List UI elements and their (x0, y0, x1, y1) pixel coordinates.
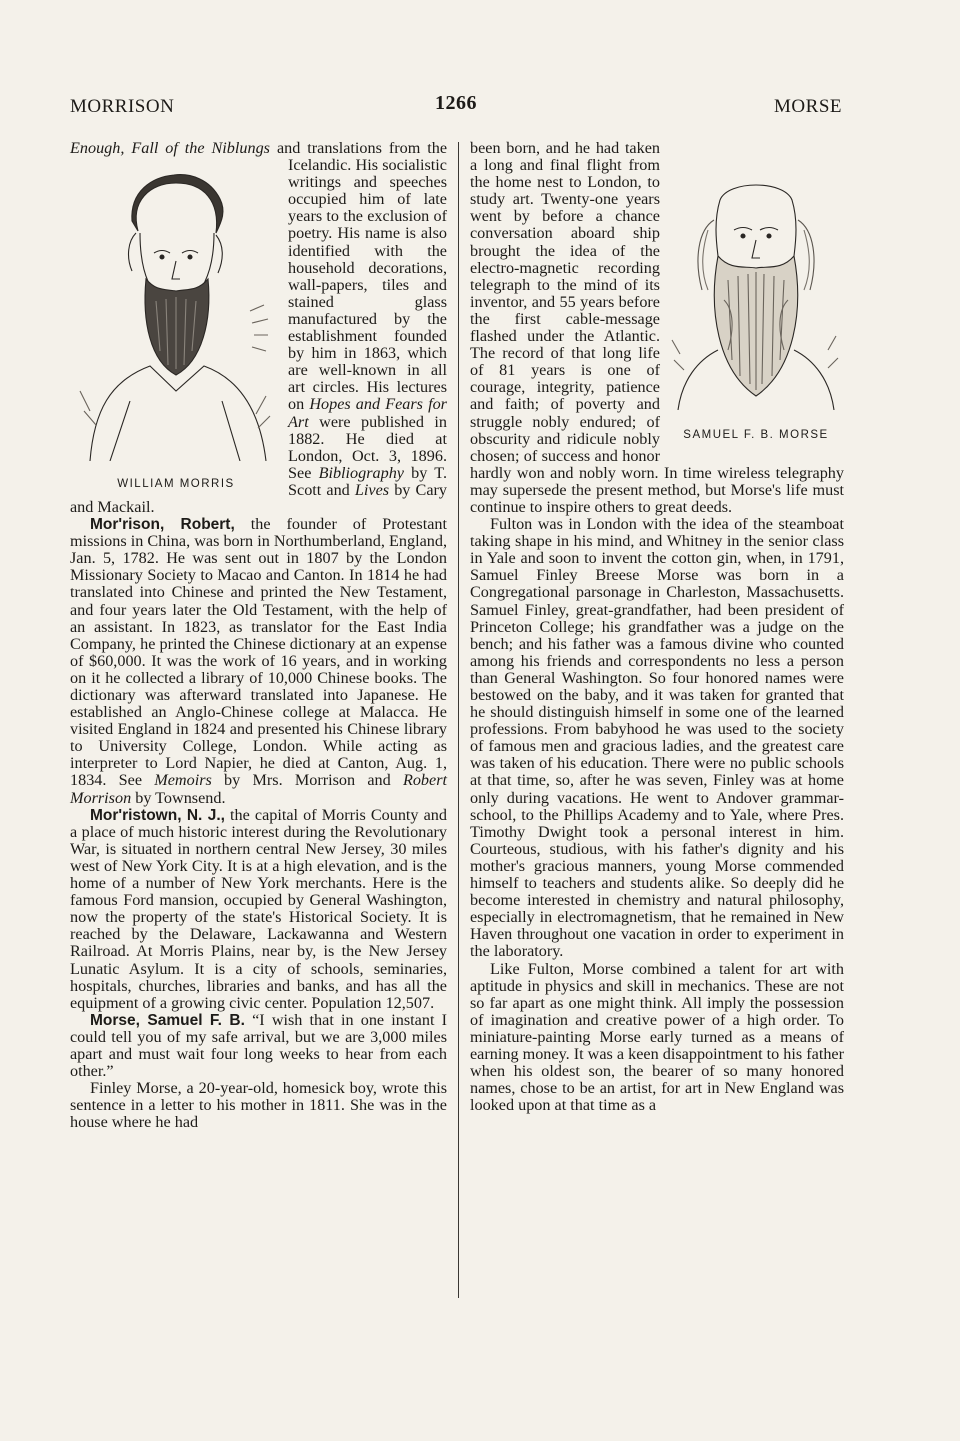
william-morris-caption: WILLIAM MORRIS (117, 478, 235, 490)
samuel-morse-figure (668, 160, 844, 444)
morris-bibliography-title: Bibliography (318, 463, 404, 482)
morrison-book-title: Robert Morrison (70, 771, 447, 807)
morrison-memoirs-title: Memoirs (154, 771, 212, 790)
william-morris-figure (70, 161, 282, 493)
morris-paragraph (70, 140, 447, 516)
morris-text-1: and translations from the Icelandic. His socialistic writings and speeches occupied him of late years to the exclusion of poetry. His name is also identified with the household decorations, wall-papers, tiles and stained glass manufactured by the establishment founded by him in 1863, which are well-known in all art circles. His lectures on (276, 139, 448, 414)
morrison-text-1: the founder of Protestant missions in China, was born in Northumberland, England, Jan. 5, 1782. He was sent out in 1807 by the London Missionary Society to Macao and Canton. In 1814 he had translated into Chinese and printed the New Testament, and four years later the Old Testament, with the help of an assistant. In 1823, as translator for the East India Company, he printed the Chinese dictionary at an expense of $60,000. It was the work of 16 years, and in working on it he collected a library of 10,000 Chinese books. The dictionary was afterward translated into Japanese. He established an Anglo-Chinese college at Malacca. He visited England in 1824 and presented his Chinese library to University College, London. While acting as interpreter to Lord Napier, he died at Canton, Aug. 1, 1834. See (70, 515, 447, 790)
morristown-headword: Mor'ristown, N. J., (90, 806, 225, 824)
william-morris-portrait-icon (70, 161, 282, 461)
morse-quote: “I wish that in one instant I could tell you of my safe arrival, but we are 3,000 miles apart and must wait four long weeks to hear from each other.” (70, 1010, 447, 1081)
morris-text-3: by T. Scott and (288, 463, 447, 499)
morrison-entry (70, 516, 447, 807)
morrison-text-2: by Mrs. Morrison and (211, 771, 403, 790)
samuel-morse-caption: SAMUEL F. B. MORSE (683, 428, 829, 441)
morse-headword: Morse, Samuel F. B. (90, 1011, 245, 1029)
morse-paragraph-3: Like Fulton, Morse combined a talent for art with aptitude in physics and skill in mechanics. These are not so far apart as one might think. All imply the possession of imagination and creative power of a high order. To miniature-painting Morse early turned as a means of earning money. It was a keen disappointment to his father when his oldest son, the bearer of so many honored names, chose to be an artist, for art in New England was looked upon at that time as a (470, 959, 844, 1115)
morris-lives-title: Lives (354, 480, 390, 499)
morris-text-2: were published in 1882. He died at London, Oct. 3, 1896. See (288, 412, 447, 482)
page-number: 1266 (435, 92, 477, 114)
finley-paragraph: Finley Morse, a 20-year-old, homesick boy, wrote this sentence in a letter to his mother in 1811. She was in the house where he had (70, 1079, 447, 1132)
right-column (470, 140, 844, 1114)
running-head-left: MORRISON (70, 96, 175, 117)
morse-paragraph-2: Fulton was in London with the idea of the steamboat taking shape in his mind, and Whitney in the senior class in Yale and soon to invent the cotton gin, when, in 1791, Samuel Finley Breese Morse was born in a Congregational parsonage in Charleston, Massachusetts. Samuel Finley, great-grandfather, had been president of Princeton College; his grandfather was a judge on the bench; and his father was a famous divine who counted among his friends and correspondents no less a person than General Washington. So four honored names were bestowed on the baby, and it was taken for granted that he should distinguish himself in some one of the learned professions. From babyhood he was used to the society of famous men and gracious ladies, and the greatest care was taken of his education. There were no public schools at that time, so, after he was seven, Finley was at home only during vacations. He went to Andover grammar-school, to the Phillips Academy and to Yale, where Pres. Timothy Dwight took a personal interest in him. Courteous, studious, with his father's dignity and his mother's gracious manners, young Morse commended himself to teachers and students alike. So deeply did he become interested in chemistry and natural philosophy, especially in electromagnetism, that he remained in New Haven throughout one vacation in order to experiment in the laboratory. (470, 515, 844, 961)
morrison-headword: Mor'rison, Robert, (90, 516, 235, 534)
morse-paragraph-1 (470, 140, 844, 516)
morristown-text: the capital of Morris County and a place of much historic interest during the Revolutionary War, is situated in northern central New Jersey, 30 miles west of New York City. It is at a high elevation, and is the home of a number of New York merchants. Here is the famous Ford mansion, occupied by General Washington, now the property of the state's Historical Society. It is reached by the Delaware, Lackawanna and Western Railroad. At Morris Plains, near by, is the New Jersey Lunatic Asylum. It is a city of schools, seminaries, hospitals, churches, libraries and banks, and has all the equipment of a growing civic center. Population 12,507. (70, 805, 447, 1012)
morse-paragraph-1-text: been born, and he had taken a long and final flight from the home nest to London, to study art. Twenty-one years went by before a chance conversation aboard ship brought the idea of the electro-magnetic recording telegraph to the mind of its inventor, and 55 years before the first cable-message flashed under the Atlantic. The record of that long life of 81 years is one of courage, integrity, patience and faith; of poverty and struggle nobly endured; of obscurity and ridicule nobly chosen; of success and honor hardly won and nobly worn. In time wireless telegraphy may supersede the present method, but Morse's life must continue to inspire others to great deeds. (470, 139, 844, 516)
morris-hopes-fears-title: Hopes and Fears for Art (288, 395, 447, 431)
morris-text-4: by Cary and Mackail. (70, 480, 447, 516)
morristown-entry (70, 807, 447, 1012)
morrison-text-3: by Townsend. (131, 788, 226, 807)
morse-entry (70, 1012, 447, 1080)
running-head-right: MORSE (774, 96, 842, 117)
left-column (70, 140, 447, 1131)
morris-works-title: Enough, Fall of the Niblungs (70, 139, 270, 157)
running-head (70, 92, 842, 122)
samuel-morse-portrait-icon (668, 160, 844, 410)
column-divider (458, 142, 459, 1298)
